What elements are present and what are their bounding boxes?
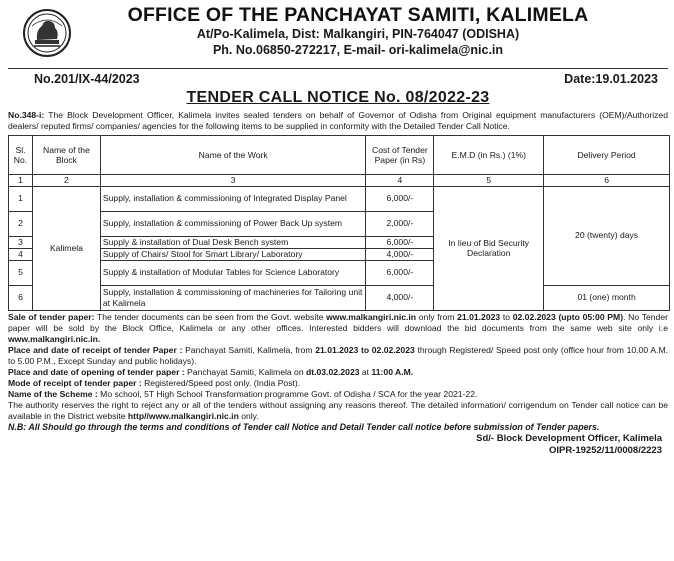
column-number: 3	[100, 175, 366, 187]
delivery-cell: 20 (twenty) days	[544, 186, 670, 285]
reference-number: No.201/IX-44/2023	[34, 72, 140, 86]
intro-text: The Block Development Officer, Kalimela invites sealed tenders on behalf of Governor of Odisha from Original equipment manufacturers (OEM)/Authorized dealers/ reputed firms/ companies/ agencies for the following items to be supplied in conformity with the Detailed Tender Call Notice.	[8, 110, 668, 131]
header-cell: Name of the Work	[100, 136, 366, 175]
scheme-label: Name of the Scheme :	[8, 388, 98, 399]
tender-conditions	[8, 312, 668, 433]
opening-time: 11:00 A.M.	[371, 366, 414, 377]
office-address: At/Po-Kalimela, Dist: Malkangiri, PIN-764047 (ODISHA)	[196, 27, 520, 41]
receipt-paragraph	[8, 345, 668, 367]
receipt-date-range: 21.01.2023 to 02.02.2023	[315, 344, 415, 355]
odisha-emblem-icon	[22, 6, 72, 60]
header-cell: Sl. No.	[9, 136, 33, 175]
header-cell: E.M.D (in Rs.) (1%)	[434, 136, 544, 175]
intro-paragraph	[8, 110, 668, 132]
column-number-row	[9, 175, 670, 187]
rights-text: only.	[238, 410, 259, 421]
signature	[476, 433, 662, 457]
sale-label: Sale of tender paper:	[8, 311, 95, 322]
receipt-label: Place and date of receipt of tender Paper :	[8, 344, 183, 355]
opening-paragraph	[8, 367, 668, 378]
cost-cell: 6,000/-	[366, 186, 434, 211]
reference-row	[8, 69, 668, 87]
delivery-cell: 01 (one) month	[544, 285, 670, 310]
sale-text: to	[500, 311, 513, 322]
sale-to-date: 02.02.2023 (upto 05:00 PM)	[512, 311, 624, 322]
column-number: 6	[544, 175, 670, 187]
reference-date: Date:19.01.2023	[564, 72, 658, 86]
work-cell: Supply, installation & commissioning of machineries for Tailoring unit at Kalimela	[100, 285, 366, 310]
serial-cell: 2	[9, 211, 33, 236]
column-number: 2	[32, 175, 100, 187]
sale-from-date: 21.01.2023	[457, 311, 501, 322]
website-link[interactable]: www.malkangiri.nic.in	[326, 311, 417, 322]
table-row	[9, 186, 670, 211]
work-cell: Supply of Chairs/ Stool for Smart Library/ Laboratory	[100, 248, 366, 260]
serial-cell: 3	[9, 236, 33, 248]
district-website-link[interactable]: http//www.malkangiri.nic.in	[127, 410, 239, 421]
emd-cell: In lieu of Bid Security Declaration	[434, 186, 544, 310]
oipr-number: OIPR-19252/11/0008/2223	[548, 444, 662, 456]
nb-note: N.B: All Should go through the terms and conditions of Tender call Notice and Detail Tender call notice before submission of Tender papers.	[8, 421, 600, 432]
cost-cell: 4,000/-	[366, 248, 434, 260]
column-number: 1	[9, 175, 33, 187]
signature-block	[8, 433, 668, 463]
notice-title: TENDER CALL NOTICE No. 08/2022-23	[186, 89, 490, 106]
works-table	[8, 135, 670, 311]
table-header-row	[9, 136, 670, 175]
serial-cell: 5	[9, 260, 33, 285]
rights-text: The authority reserves the right to reject any or all of the tenders without assigning any reasons thereof. The detailed information/ corrigendum on Tender call notice can be available in the District website	[8, 399, 668, 421]
mode-text: Registered/Speed post only. (India Post).	[141, 377, 301, 388]
letterhead	[8, 4, 668, 66]
cost-cell: 2,000/-	[366, 211, 434, 236]
sale-text: The tender documents can be seen from the Govt. website	[94, 311, 327, 322]
header-cell: Name of the Block	[32, 136, 100, 175]
opening-label: Place and date of opening of tender paper :	[8, 366, 185, 377]
sale-text: only from	[416, 311, 458, 322]
scheme-paragraph	[8, 389, 668, 400]
office-contact: Ph. No.06850-272217, E-mail- ori-kalimela@nic.in	[212, 43, 504, 57]
cost-cell: 6,000/-	[366, 260, 434, 285]
serial-cell: 6	[9, 285, 33, 310]
opening-text: at	[359, 366, 372, 377]
work-cell: Supply & installation of Dual Desk Bench system	[100, 236, 366, 248]
cost-cell: 6,000/-	[366, 236, 434, 248]
header-cell: Delivery Period	[544, 136, 670, 175]
cost-cell: 4,000/-	[366, 285, 434, 310]
opening-date: dt.03.02.2023	[306, 366, 360, 377]
serial-cell: 4	[9, 248, 33, 260]
column-number: 4	[366, 175, 434, 187]
opening-text: Panchayat Samiti, Kalimela on	[184, 366, 306, 377]
receipt-text: Panchayat Samiti, Kalimela, from	[182, 344, 316, 355]
scheme-text: Mo school, 5T High School Transformation programme Govt. of Odisha / SCA for the year 2021-22.	[97, 388, 478, 399]
work-cell: Supply, installation & commissioning of Power Back Up system	[100, 211, 366, 236]
block-name-cell: Kalimela	[32, 186, 100, 310]
header-cell: Cost of Tender Paper (in Rs)	[366, 136, 434, 175]
serial-cell: 1	[9, 186, 33, 211]
website-link[interactable]: www.malkangiri.nic.in.	[8, 333, 101, 344]
office-title: OFFICE OF THE PANCHAYAT SAMITI, KALIMELA	[127, 4, 589, 26]
column-number: 5	[434, 175, 544, 187]
rights-paragraph	[8, 400, 668, 422]
work-cell: Supply & installation of Modular Tables for Science Laboratory	[100, 260, 366, 285]
intro-ref: No.348-i:	[8, 110, 45, 120]
signatory: Sd/- Block Development Officer, Kalimela	[476, 432, 662, 444]
table-row	[9, 285, 670, 310]
sale-text: . No Tender paper will be sold by the Block Office, Kalimela or any other offices. Interested bidders will download the bid documents from the same web site only i.e	[8, 311, 668, 333]
mode-label: Mode of receipt of tender paper :	[8, 377, 142, 388]
mode-paragraph	[8, 378, 668, 389]
receipt-text: through Registered/ Speed post only (office hour from 10.00 A.M. to 5.00 P.M., Except Sunday and public holidays).	[8, 344, 668, 366]
sale-paragraph	[8, 312, 668, 345]
work-cell: Supply, installation & commissioning of Integrated Display Panel	[100, 186, 366, 211]
